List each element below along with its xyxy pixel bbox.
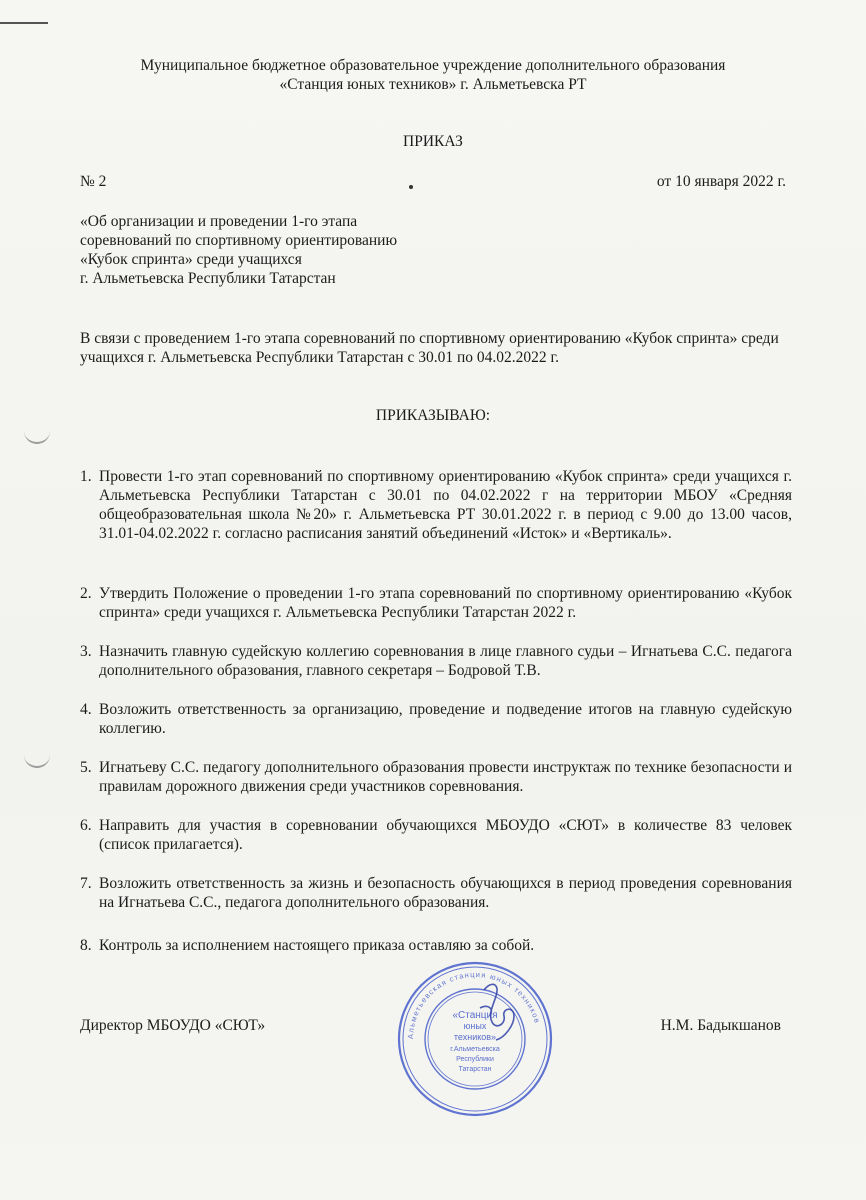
order-item-text: Возложить ответственность за организацию, проведение и подведение итогов на главную судейскую коллегию.: [99, 701, 792, 737]
order-item-number: 2.: [80, 585, 92, 602]
subject-line: г. Альметьевска Республики Татарстан: [80, 270, 336, 287]
order-item-text: Направить для участия в соревновании обучающихся МБОУДО «СЮТ» в количестве 83 человек (список прилагается).: [99, 817, 792, 853]
order-item-text: Контроль за исполнением настоящего приказа оставляю за собой.: [99, 937, 535, 954]
official-stamp: [396, 960, 554, 1118]
order-number: № 2: [80, 173, 107, 190]
order-item: [80, 758, 792, 796]
subject-line: «Кубок спринта» среди учащихся: [80, 251, 302, 268]
order-item-text: Назначить главную судейскую коллегию соревнования в лице главного судьи – Игнатьева С.С. педагога дополнительного образования, главного секретаря – Бодровой Т.В.: [99, 643, 792, 679]
order-item: [80, 467, 792, 543]
stamp-center-line: г.Альметьевска: [450, 1046, 500, 1053]
order-item-text: Возложить ответственность за жизнь и безопасность обучающихся в период проведения соревнования на Игнатьева С.С., педагога дополнительного образования.: [99, 875, 792, 911]
order-item: [80, 936, 792, 955]
order-subject: [80, 212, 460, 288]
stamp-center-line: юных: [463, 1021, 487, 1031]
organization-header-line: Муниципальное бюджетное образовательное учреждение дополнительного образования: [140, 57, 726, 74]
order-item-number: 6.: [80, 817, 92, 834]
document-title: ПРИКАЗ: [403, 133, 463, 150]
organization-header: [80, 56, 786, 94]
subject-line: соревнований по спортивному ориентированию: [80, 232, 398, 249]
organization-header-line: «Станция юных техников» г. Альметьевска РТ: [279, 76, 587, 93]
subject-line: «Об организации и проведении 1-го этапа: [80, 213, 358, 230]
order-item: [80, 584, 792, 622]
ink-dot: [409, 185, 413, 189]
decree-heading: ПРИКАЗЫВАЮ:: [375, 407, 491, 424]
order-item-number: 7.: [80, 875, 92, 892]
stamp-center-line: техников»: [453, 1032, 497, 1042]
order-item-number: 1.: [80, 468, 92, 485]
stamp-center-line: Республики: [456, 1056, 494, 1063]
order-item-text: Провести 1-го этап соревнований по спортивному ориентированию «Кубок спринта» среди учащихся г. Альметьевска Республики Татарстан с 30.01 по 04.02.2022 г на территории МБОУ «Средняя общеобразовательная школа №20» г. Альметьевска РТ 30.01.2022 г. в период с 9.00 до 13.00 часов, 31.01-04.02.2022 г. согласно расписания занятий объединений «Исток» и «Вертикаль».: [99, 468, 792, 542]
order-item-text: Утвердить Положение о проведении 1-го этапа соревнований по спортивному ориентированию «Кубок спринта» среди учащихся г. Альметьевска Республики Татарстан 2022 г.: [99, 585, 792, 621]
stamp-ring-text: Альметьевская станция юных техников: [405, 969, 542, 1040]
order-item-text: Игнатьеву С.С. педагогу дополнительного образования провести инструктаж по технике безопасности и правилам дорожного движения среди участников соревнования.: [99, 759, 792, 795]
scan-artifact-line: [0, 22, 48, 24]
punch-hole-mark: [24, 428, 50, 444]
order-item-number: 5.: [80, 759, 92, 776]
signatory-role: Директор МБОУДО «СЮТ»: [80, 1017, 266, 1034]
stamp-center-line: «Станция: [452, 1010, 498, 1021]
order-item-number: 4.: [80, 701, 92, 718]
order-date: от 10 января 2022 г.: [656, 173, 786, 190]
order-item: [80, 816, 792, 854]
order-item: [80, 642, 792, 680]
punch-hole-mark: [24, 752, 50, 768]
order-item: [80, 874, 792, 912]
preamble-paragraph: В связи с проведением 1-го этапа соревнований по спортивному ориентированию «Кубок спринта» среди учащихся г. Альметьевска Республики Татарстан с 30.01 по 04.02.2022 г.: [80, 330, 779, 366]
signatory-name: Н.М. Бадыкшанов: [660, 1017, 781, 1034]
stamp-center-line: Татарстан: [458, 1066, 492, 1073]
order-item-number: 3.: [80, 643, 92, 660]
order-item: [80, 700, 792, 738]
order-item-number: 8.: [80, 937, 92, 954]
